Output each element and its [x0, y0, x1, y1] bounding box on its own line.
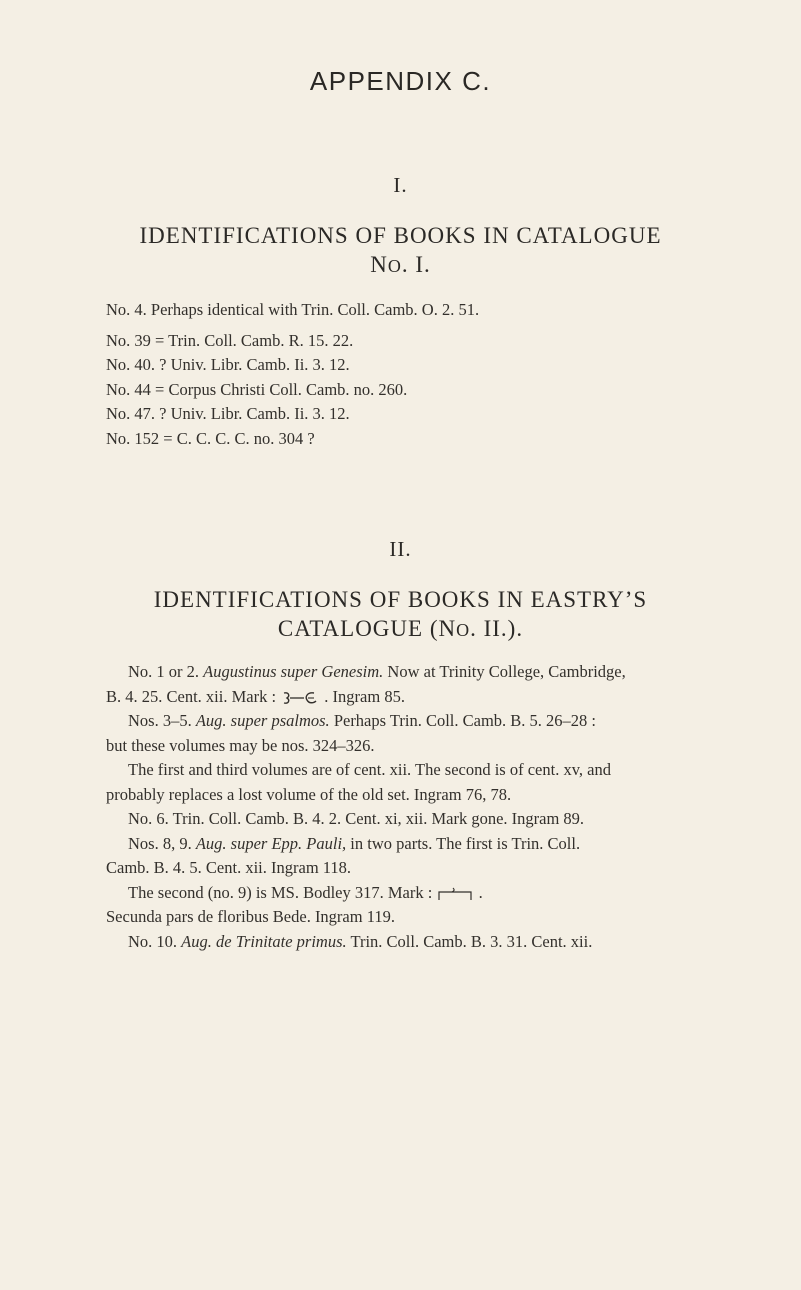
entry-no-1-2-ingram: . Ingram 85.: [320, 686, 405, 706]
entry-no-10-title: Aug. de Trinitate primus.: [181, 931, 347, 951]
entry-no-3-5-line1: [128, 709, 693, 734]
section-1-title-line2: [0, 250, 801, 281]
entry-no-1-2-location: Now at Trinity College, Cambridge,: [383, 662, 626, 681]
entry-no-1-2-line1: [128, 660, 693, 685]
entry-no-10-number: No. 10.: [128, 931, 182, 951]
mark-symbol-icon: [280, 689, 320, 707]
section-2-number: II.: [389, 537, 412, 561]
section-1-title-line2-a: N: [370, 252, 388, 277]
entry-no-4: No. 4. Perhaps identical with Trin. Coll. Camb. O. 2. 51.: [106, 300, 480, 319]
entry-no-10-location: Trin. Coll. Camb. B. 3. 31. Cent. xii.: [346, 931, 593, 951]
entry-no-3-5-line3: The first and third volumes are of cent. xii. The second is of cent. xv, and: [128, 760, 611, 779]
entry-no-47: No. 47. ? Univ. Libr. Camb. Ii. 3. 12.: [106, 404, 350, 423]
entry-no-8-9-line4: Secunda pars de floribus Bede. Ingram 119.: [106, 907, 395, 926]
entry-no-8-9-second-part: The second (no. 9) is MS. Bodley 317. Mark :: [128, 882, 437, 902]
entry-no-8-9-mark-end: .: [474, 882, 483, 902]
entry-no-152: No. 152 = C. C. C. C. no. 304 ?: [106, 428, 315, 448]
entry-no-8-9-line3: [128, 881, 693, 906]
entry-no-1-2-line2: [106, 685, 693, 710]
section-1-title-line2-b: O: [387, 256, 402, 276]
bracket-mark-icon: [436, 886, 474, 902]
entry-no-44: No. 44 = Corpus Christi Coll. Camb. no. 260.: [106, 379, 408, 399]
section-2-title-line2-b: O: [456, 620, 471, 640]
entry-no-10: [128, 930, 693, 955]
section-1-title: [0, 221, 801, 281]
entry-no-1-2-title: Augustinus super Genesim.: [203, 662, 384, 681]
entry-no-8-9-title: Aug. super Epp. Pauli,: [195, 833, 347, 853]
entry-no-40: No. 40. ? Univ. Libr. Camb. Ii. 3. 12.: [106, 355, 350, 374]
entry-no-8-9-line1: [128, 832, 693, 857]
entry-no-3-5-location: Perhaps Trin. Coll. Camb. B. 5. 26–28 :: [329, 711, 597, 730]
section-2-title-line1: IDENTIFICATIONS OF BOOKS IN EASTRY’S: [153, 587, 648, 612]
section-2-body: [106, 660, 693, 954]
entry-no-8-9-number: Nos. 8, 9.: [128, 833, 196, 853]
section-2-title-line2-c: . II.).: [470, 616, 524, 641]
entry-no-1-2-shelf: B. 4. 25. Cent. xii. Mark :: [106, 686, 281, 706]
section-1-title-line1: IDENTIFICATIONS OF BOOKS IN CATALOGUE: [139, 223, 662, 248]
entry-no-3-5-line2: but these volumes may be nos. 324–326.: [106, 735, 375, 755]
section-1-number: I.: [393, 173, 408, 197]
appendix-title: APPENDIX C.: [309, 66, 492, 96]
entry-no-3-5-number: Nos. 3–5.: [128, 711, 196, 730]
entry-no-6: No. 6. Trin. Coll. Camb. B. 4. 2. Cent. xi, xii. Mark gone. Ingram 89.: [128, 809, 585, 828]
section-2-title: [0, 585, 801, 645]
entry-no-3-5-line4: probably replaces a lost volume of the old set. Ingram 76, 78.: [106, 784, 512, 804]
entry-no-8-9-line2: Camb. B. 4. 5. Cent. xii. Ingram 118.: [106, 858, 352, 877]
section-2-title-line2: [0, 614, 801, 645]
entry-no-8-9-location: in two parts. The first is Trin. Coll.: [346, 833, 581, 853]
entry-no-3-5-title: Aug. super psalmos.: [195, 711, 330, 730]
entry-no-39: No. 39 = Trin. Coll. Camb. R. 15. 22.: [106, 330, 354, 350]
section-2-title-line2-a: CATALOGUE (N: [277, 616, 457, 641]
section-1-entries: [106, 298, 479, 451]
section-1-title-line2-c: . I.: [401, 252, 431, 277]
entry-no-1-2-number: No. 1 or 2.: [128, 662, 204, 681]
